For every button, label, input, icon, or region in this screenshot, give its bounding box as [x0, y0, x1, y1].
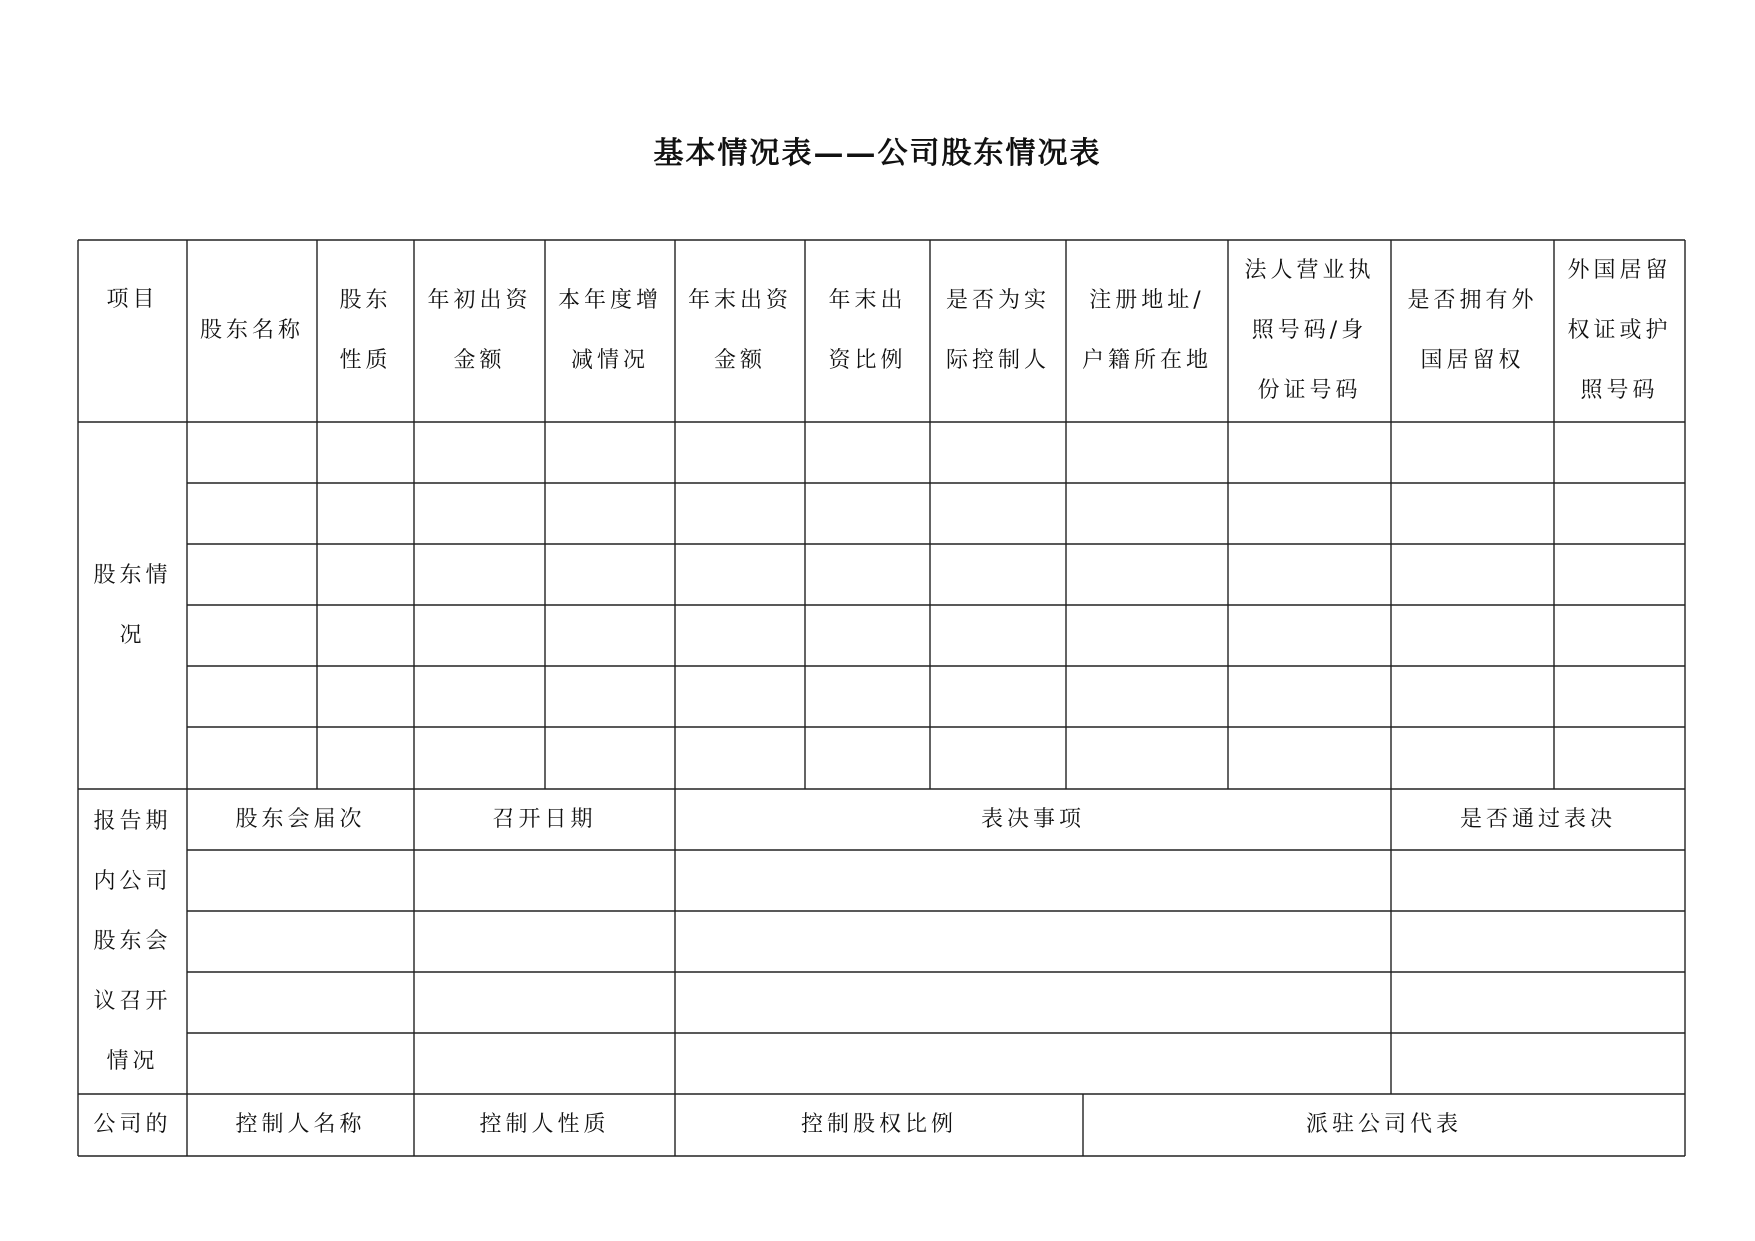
document-title: 基本情况表——公司股东情况表: [653, 136, 1102, 171]
meeting-date-header: 召开日期: [492, 806, 597, 832]
header-is-controller: 是否为实 际控制人: [945, 288, 1050, 373]
meeting-passed-header: 是否通过表决: [1459, 806, 1616, 832]
header-foreign-permit: 外国居留 权证或护 照号码: [1567, 258, 1672, 403]
header-license-id: 法人营业执 照号码/身 份证号码: [1244, 258, 1375, 403]
shareholders-section-label: 股东情 况: [93, 562, 172, 648]
header-annual-change: 本年度增 减情况: [557, 288, 662, 373]
representative-header: 派驻公司代表: [1305, 1112, 1462, 1137]
meetings-section-label: 报告期 内公司 股东会 议召开 情况: [93, 808, 172, 1074]
header-final-capital: 年末出资 金额: [687, 288, 792, 373]
meeting-matters-header: 表决事项: [980, 806, 1085, 832]
header-item: 项目: [106, 287, 159, 312]
controller-nature-header: 控制人性质: [479, 1112, 610, 1137]
controller-section-label: 公司的: [93, 1112, 172, 1137]
header-shareholder-name: 股东名称: [199, 318, 304, 343]
header-initial-capital: 年初出资 金额: [427, 288, 532, 373]
controlling-ratio-header: 控制股权比例: [800, 1112, 957, 1137]
header-final-ratio: 年末出 资比例: [828, 288, 907, 373]
header-shareholder-nature: 股东 性质: [339, 288, 392, 373]
meeting-session-header: 股东会届次: [235, 806, 366, 832]
header-registered-address: 注册地址/ 户籍所在地: [1081, 288, 1212, 373]
header-foreign-residency: 是否拥有外 国居留权: [1407, 288, 1538, 373]
controller-name-header: 控制人名称: [235, 1112, 366, 1137]
